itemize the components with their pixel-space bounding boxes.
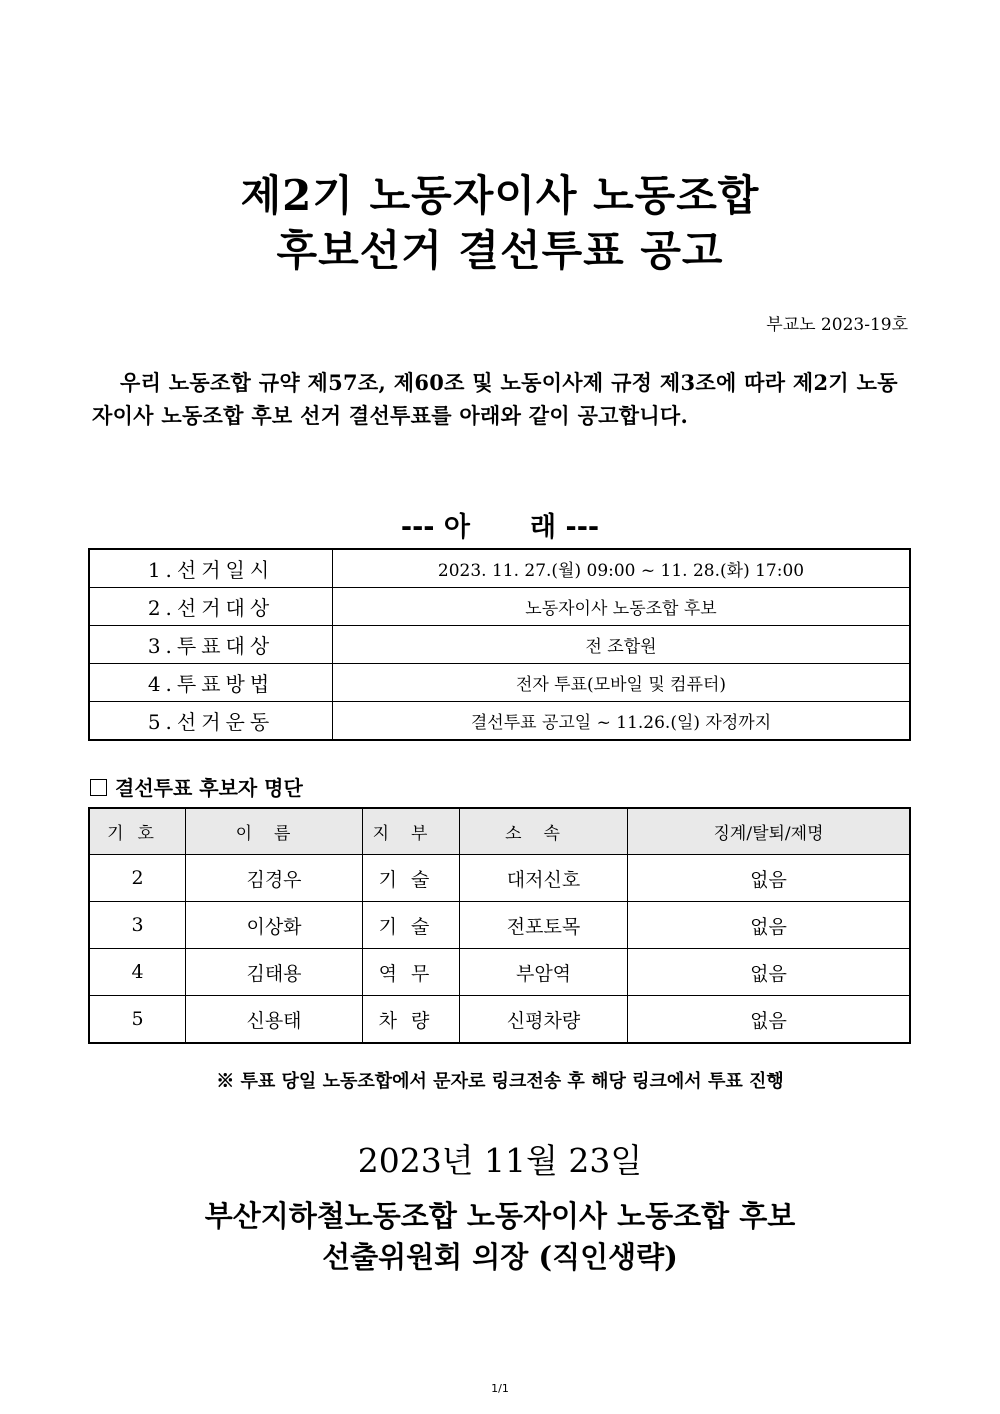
- table-row: [89, 902, 910, 949]
- table-row: [89, 855, 910, 902]
- info-value: 전 조합원: [333, 626, 911, 664]
- candidate-number: 3: [89, 902, 186, 949]
- header-name: 이름: [186, 808, 363, 855]
- candidate-branch: 차량: [363, 996, 460, 1044]
- header-branch: 지부: [363, 808, 460, 855]
- header-number: 기호: [89, 808, 186, 855]
- page-number: 1/1: [491, 1382, 509, 1395]
- candidate-number: 2: [89, 855, 186, 902]
- candidate-list-title: 결선투표 후보자 명단: [115, 776, 303, 800]
- candidate-affiliation: 부암역: [460, 949, 628, 996]
- checkbox-square-icon: [90, 779, 107, 796]
- table-row: [89, 949, 910, 996]
- candidate-name: 이상화: [186, 902, 363, 949]
- candidate-discipline: 없음: [628, 996, 911, 1044]
- header-discipline: 징계/탈퇴/제명: [628, 808, 911, 855]
- info-label: 1.선거일시: [89, 549, 333, 588]
- info-label: 5.선거운동: [89, 702, 333, 741]
- section-heading-right: 래 ---: [530, 512, 600, 543]
- document-title-line1: 제2기 노동자이사 노동조합: [240, 171, 760, 220]
- candidate-affiliation: 신평차량: [460, 996, 628, 1044]
- candidate-name: 신용태: [186, 996, 363, 1044]
- candidate-name: 김태용: [186, 949, 363, 996]
- document-number: 부교노 2023-19호: [766, 315, 908, 335]
- candidate-branch: 역무: [363, 949, 460, 996]
- document-title-line2: 후보선거 결선투표 공고: [276, 226, 724, 275]
- info-row: [89, 702, 910, 741]
- section-heading: [0, 505, 1000, 544]
- candidate-number: 4: [89, 949, 186, 996]
- info-label: 4.투표방법: [89, 664, 333, 702]
- info-row: [89, 588, 910, 626]
- info-row: [89, 664, 910, 702]
- intro-paragraph: 우리 노동조합 규약 제57조, 제60조 및 노동이사제 규정 제3조에 따라 제2기 노동자이사 노동조합 후보 선거 결선투표를 아래와 같이 공고합니다.: [92, 370, 898, 428]
- candidate-discipline: 없음: [628, 902, 911, 949]
- voting-note: ※ 투표 당일 노동조합에서 문자로 링크전송 후 해당 링크에서 투표 진행: [216, 1071, 784, 1092]
- candidate-affiliation: 전포토목: [460, 902, 628, 949]
- info-value: 2023. 11. 27.(월) 09:00 ~ 11. 28.(화) 17:00: [333, 549, 911, 588]
- table-row: [89, 996, 910, 1044]
- info-label: 3.투표대상: [89, 626, 333, 664]
- candidate-discipline: 없음: [628, 949, 911, 996]
- election-info-table: [88, 548, 911, 741]
- info-value: 결선투표 공고일 ~ 11.26.(일) 자정까지: [333, 702, 911, 741]
- info-row: [89, 626, 910, 664]
- info-row: [89, 549, 910, 588]
- candidate-branch: 기술: [363, 902, 460, 949]
- info-label: 2.선거대상: [89, 588, 333, 626]
- candidate-number: 5: [89, 996, 186, 1044]
- candidate-list-heading: [90, 772, 303, 801]
- candidate-affiliation: 대저신호: [460, 855, 628, 902]
- section-heading-left: --- 아: [400, 512, 470, 543]
- candidate-table: [88, 807, 911, 1044]
- issuer-line1: 부산지하철노동조합 노동자이사 노동조합 후보: [204, 1199, 796, 1233]
- info-value: 전자 투표(모바일 및 컴퓨터): [333, 664, 911, 702]
- announcement-date: 2023년 11월 23일: [357, 1141, 643, 1180]
- candidate-header-row: [89, 808, 910, 855]
- candidate-branch: 기술: [363, 855, 460, 902]
- candidate-name: 김경우: [186, 855, 363, 902]
- candidate-discipline: 없음: [628, 855, 911, 902]
- issuer-line2: 선출위원회 의장 (직인생략): [322, 1240, 678, 1274]
- header-affiliation: 소속: [460, 808, 628, 855]
- info-value: 노동자이사 노동조합 후보: [333, 588, 911, 626]
